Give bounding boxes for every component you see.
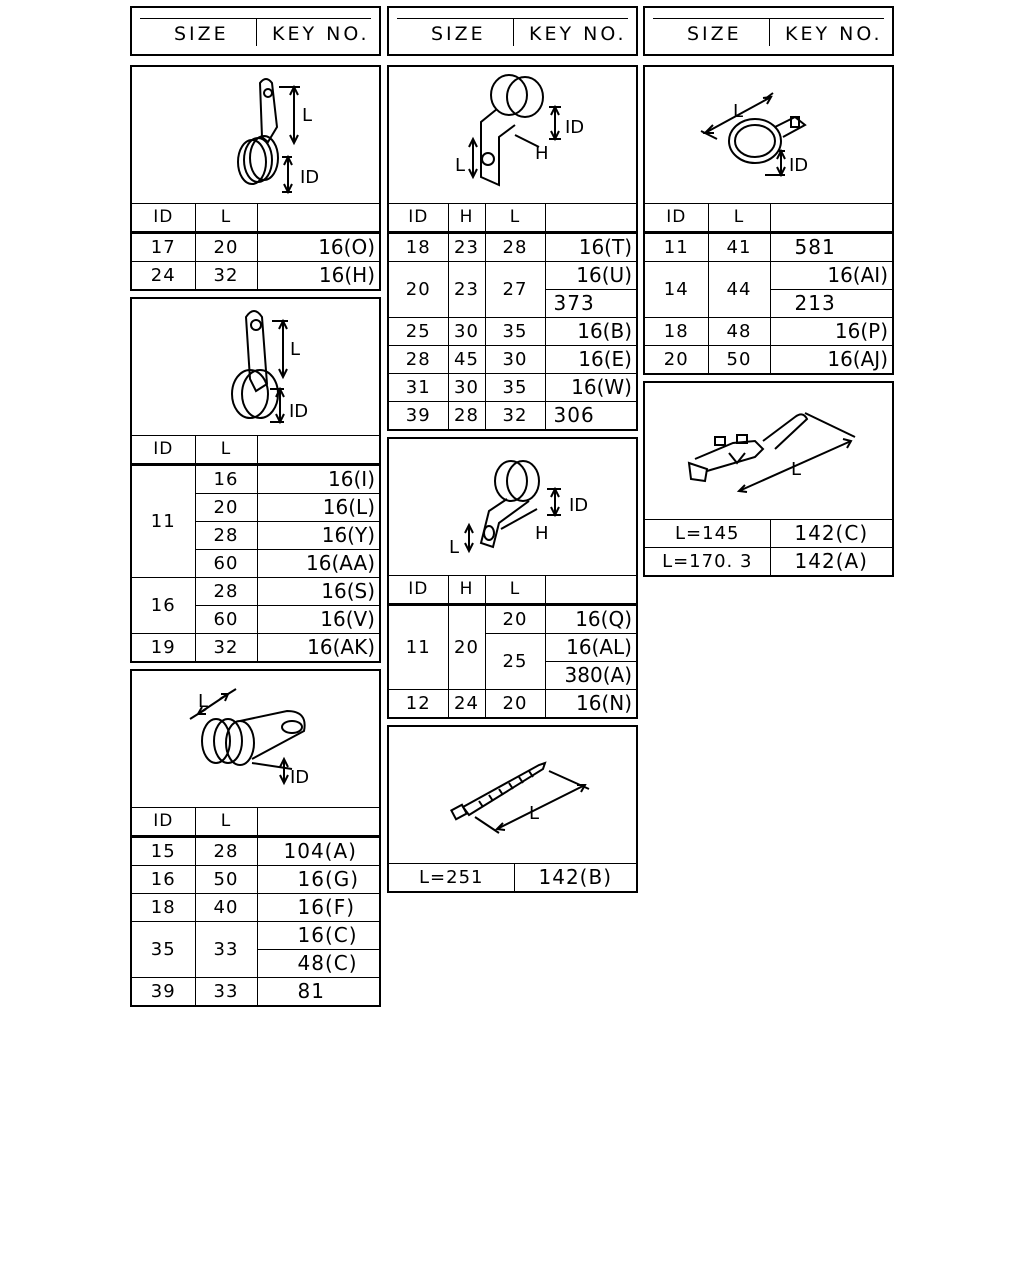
size-key-header bbox=[130, 6, 381, 56]
clip-section-cable-tie bbox=[387, 725, 638, 893]
cell-id: 18 bbox=[132, 894, 195, 922]
cell-key: 16(AK) bbox=[257, 634, 379, 662]
cell-key: 142(A) bbox=[770, 548, 892, 576]
cell-key: 16(P) bbox=[770, 318, 892, 346]
table-row bbox=[389, 233, 636, 262]
cell-key: 16(I) bbox=[257, 465, 379, 494]
cell-l: 32 bbox=[195, 634, 257, 662]
cell-length: L=170. 3 bbox=[645, 548, 770, 576]
cell-h: 24 bbox=[448, 690, 485, 718]
col-key-header bbox=[257, 436, 379, 465]
cell-key: 104(A) bbox=[257, 837, 379, 866]
cell-id: 35 bbox=[132, 922, 195, 978]
dim-id-label: ID bbox=[289, 401, 309, 422]
cell-l: 35 bbox=[485, 318, 545, 346]
clip-band-table bbox=[645, 520, 892, 575]
cell-id: 39 bbox=[132, 978, 195, 1006]
offset-p-clip-table bbox=[389, 576, 636, 717]
cell-id: 16 bbox=[132, 578, 195, 634]
dim-l-label: L bbox=[733, 101, 744, 122]
cell-id: 12 bbox=[389, 690, 448, 718]
dim-id-label: ID bbox=[300, 167, 320, 188]
table-row bbox=[389, 262, 636, 290]
cell-id: 16 bbox=[132, 866, 195, 894]
cell-id: 39 bbox=[389, 402, 448, 430]
cell-l: 27 bbox=[485, 262, 545, 318]
cell-id: 11 bbox=[645, 233, 708, 262]
dim-h-label: H bbox=[535, 523, 549, 544]
cell-key: 16(F) bbox=[257, 894, 379, 922]
table-row bbox=[389, 402, 636, 430]
cell-l: 28 bbox=[485, 233, 545, 262]
size-label: SIZE bbox=[174, 23, 229, 45]
cell-key: 213 bbox=[770, 290, 892, 318]
cell-id: 19 bbox=[132, 634, 195, 662]
dim-l-label: L bbox=[449, 537, 460, 558]
col-l-header: L bbox=[485, 576, 545, 605]
table-row bbox=[389, 690, 636, 718]
table-row bbox=[645, 318, 892, 346]
cell-l: 41 bbox=[708, 233, 770, 262]
table-row bbox=[132, 233, 379, 262]
clip-band-illustration bbox=[645, 383, 892, 520]
table-row bbox=[132, 894, 379, 922]
dim-l-label: L bbox=[290, 339, 301, 360]
size-key-header bbox=[387, 6, 638, 56]
table-row bbox=[132, 578, 379, 606]
cell-key: 16(H) bbox=[257, 262, 379, 290]
cell-h: 30 bbox=[448, 318, 485, 346]
cell-key: 48(C) bbox=[257, 950, 379, 978]
cell-id: 18 bbox=[389, 233, 448, 262]
cell-id: 18 bbox=[645, 318, 708, 346]
cell-l: 40 bbox=[195, 894, 257, 922]
dim-id-label: ID bbox=[789, 155, 809, 176]
cell-key: 16(Y) bbox=[257, 522, 379, 550]
offset-p-clip-illustration bbox=[389, 439, 636, 576]
table-row bbox=[389, 346, 636, 374]
table-row bbox=[645, 233, 892, 262]
key-no-label: KEY NO. bbox=[272, 23, 370, 45]
col-l-header: L bbox=[708, 204, 770, 233]
cell-l: 30 bbox=[485, 346, 545, 374]
dim-id-label: ID bbox=[569, 495, 589, 516]
cell-key: 581 bbox=[770, 233, 892, 262]
dim-l-label: L bbox=[302, 105, 313, 126]
cell-l: 16 bbox=[195, 465, 257, 494]
table-row bbox=[132, 634, 379, 662]
col-h-header: H bbox=[448, 204, 485, 233]
col-l-header: L bbox=[195, 436, 257, 465]
cell-l: 60 bbox=[195, 606, 257, 634]
cell-id: 31 bbox=[389, 374, 448, 402]
cell-id: 11 bbox=[132, 465, 195, 578]
size-label: SIZE bbox=[687, 23, 742, 45]
cell-key: 306 bbox=[545, 402, 636, 430]
cell-id: 15 bbox=[132, 837, 195, 866]
table-row bbox=[389, 864, 636, 891]
col-key-header bbox=[545, 204, 636, 233]
size-label: SIZE bbox=[431, 23, 486, 45]
table-row bbox=[389, 374, 636, 402]
col-key-header bbox=[545, 576, 636, 605]
col-key-header bbox=[770, 204, 892, 233]
col-l-header: L bbox=[195, 204, 257, 233]
column-1 bbox=[130, 6, 381, 1013]
cell-key: 16(G) bbox=[257, 866, 379, 894]
cell-l: 32 bbox=[485, 402, 545, 430]
cell-key: 16(T) bbox=[545, 233, 636, 262]
offset-clip-illustration bbox=[389, 67, 636, 204]
cable-tie-table bbox=[389, 864, 636, 891]
table-row bbox=[645, 548, 892, 576]
col-l-header: L bbox=[485, 204, 545, 233]
dim-l-label: L bbox=[529, 803, 540, 824]
cell-key: 16(O) bbox=[257, 233, 379, 262]
clip-section-p-clip bbox=[130, 297, 381, 663]
cell-length: L=145 bbox=[645, 520, 770, 548]
cell-key: 16(AI) bbox=[770, 262, 892, 290]
table-row bbox=[645, 520, 892, 548]
cell-l: 20 bbox=[195, 494, 257, 522]
cell-l: 50 bbox=[195, 866, 257, 894]
cell-l: 20 bbox=[485, 605, 545, 634]
column-2 bbox=[387, 6, 638, 899]
offset-clip-table bbox=[389, 204, 636, 429]
table-row bbox=[389, 605, 636, 634]
col-id-header: ID bbox=[389, 204, 448, 233]
cell-key: 16(L) bbox=[257, 494, 379, 522]
col-id-header: ID bbox=[132, 436, 195, 465]
cell-l: 60 bbox=[195, 550, 257, 578]
cable-tie-illustration bbox=[389, 727, 636, 864]
cell-id: 17 bbox=[132, 233, 195, 262]
clip-section-offset-p-clip bbox=[387, 437, 638, 719]
table-row bbox=[132, 866, 379, 894]
table-row bbox=[132, 465, 379, 494]
col-l-header: L bbox=[195, 808, 257, 837]
cell-length: L=251 bbox=[389, 864, 514, 891]
col-id-header: ID bbox=[132, 204, 195, 233]
clip-section-hose-clamp bbox=[643, 65, 894, 375]
cell-h: 30 bbox=[448, 374, 485, 402]
cell-h: 20 bbox=[448, 605, 485, 690]
cell-key: 373 bbox=[545, 290, 636, 318]
cushion-clamp-illustration bbox=[132, 671, 379, 808]
table-row bbox=[132, 262, 379, 290]
col-id-header: ID bbox=[645, 204, 708, 233]
cell-id: 24 bbox=[132, 262, 195, 290]
dim-l-label: L bbox=[455, 155, 466, 176]
cell-id: 28 bbox=[389, 346, 448, 374]
cell-id: 25 bbox=[389, 318, 448, 346]
cell-l: 35 bbox=[485, 374, 545, 402]
cell-l: 28 bbox=[195, 578, 257, 606]
dim-id-label: ID bbox=[565, 117, 585, 138]
dim-l-label: L bbox=[198, 691, 209, 712]
cell-key: 16(V) bbox=[257, 606, 379, 634]
cell-key: 16(W) bbox=[545, 374, 636, 402]
cell-l: 50 bbox=[708, 346, 770, 374]
dim-id-label: ID bbox=[290, 767, 310, 788]
cell-h: 45 bbox=[448, 346, 485, 374]
table-row bbox=[132, 837, 379, 866]
table-row bbox=[645, 262, 892, 290]
cell-id: 20 bbox=[645, 346, 708, 374]
key-no-label: KEY NO. bbox=[785, 23, 883, 45]
col-id-header: ID bbox=[132, 808, 195, 837]
hose-clamp-illustration bbox=[645, 67, 892, 204]
table-row bbox=[645, 346, 892, 374]
column-3 bbox=[643, 6, 894, 583]
cell-h: 23 bbox=[448, 262, 485, 318]
p-clip-table bbox=[132, 436, 379, 661]
col-key-header bbox=[257, 204, 379, 233]
col-h-header: H bbox=[448, 576, 485, 605]
cell-key: 16(E) bbox=[545, 346, 636, 374]
cell-l: 33 bbox=[195, 922, 257, 978]
cell-h: 28 bbox=[448, 402, 485, 430]
col-key-header bbox=[257, 808, 379, 837]
clip-section-offset-clip bbox=[387, 65, 638, 431]
cell-l: 28 bbox=[195, 837, 257, 866]
cell-l: 25 bbox=[485, 634, 545, 690]
clip-section-clip-band bbox=[643, 381, 894, 577]
cell-key: 380(A) bbox=[545, 662, 636, 690]
p-clip-illustration bbox=[132, 299, 379, 436]
cell-l: 20 bbox=[195, 233, 257, 262]
table-row bbox=[132, 978, 379, 1006]
cell-key: 16(AL) bbox=[545, 634, 636, 662]
cell-key: 16(AA) bbox=[257, 550, 379, 578]
cell-l: 44 bbox=[708, 262, 770, 318]
cell-key: 142(C) bbox=[770, 520, 892, 548]
cell-l: 48 bbox=[708, 318, 770, 346]
cell-key: 16(AJ) bbox=[770, 346, 892, 374]
cell-key: 16(C) bbox=[257, 922, 379, 950]
table-row bbox=[389, 318, 636, 346]
spiral-clip-table bbox=[132, 204, 379, 289]
table-row bbox=[132, 922, 379, 950]
spiral-clip-illustration bbox=[132, 67, 379, 204]
key-no-label: KEY NO. bbox=[529, 23, 627, 45]
size-key-header bbox=[643, 6, 894, 56]
cell-id: 20 bbox=[389, 262, 448, 318]
hose-clamp-table bbox=[645, 204, 892, 373]
cell-l: 32 bbox=[195, 262, 257, 290]
cell-id: 14 bbox=[645, 262, 708, 318]
col-id-header: ID bbox=[389, 576, 448, 605]
cell-key: 142(B) bbox=[514, 864, 636, 891]
cell-key: 16(N) bbox=[545, 690, 636, 718]
clip-section-cushion-clamp bbox=[130, 669, 381, 1007]
cell-key: 16(S) bbox=[257, 578, 379, 606]
cell-key: 81 bbox=[257, 978, 379, 1006]
cell-key: 16(U) bbox=[545, 262, 636, 290]
cushion-clamp-table bbox=[132, 808, 379, 1005]
dim-l-label: L bbox=[791, 459, 802, 480]
cell-h: 23 bbox=[448, 233, 485, 262]
cell-l: 28 bbox=[195, 522, 257, 550]
clip-section-spiral bbox=[130, 65, 381, 291]
cell-id: 11 bbox=[389, 605, 448, 690]
cell-l: 33 bbox=[195, 978, 257, 1006]
cell-l: 20 bbox=[485, 690, 545, 718]
cell-key: 16(Q) bbox=[545, 605, 636, 634]
cell-key: 16(B) bbox=[545, 318, 636, 346]
dim-h-label: H bbox=[535, 143, 549, 164]
